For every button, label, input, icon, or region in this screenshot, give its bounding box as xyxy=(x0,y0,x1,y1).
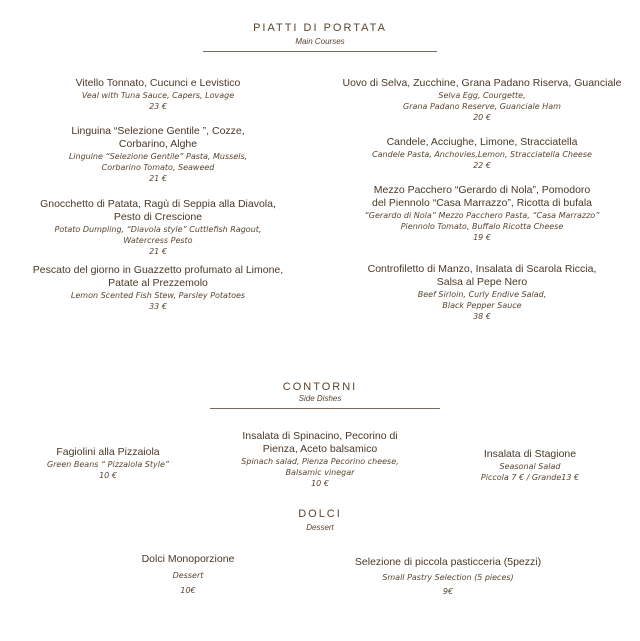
dish-gnocchetto: Gnocchetto di Patata, Ragù di Seppia alla Diavola, Pesto di Crescione Potato Dumpling, “Diavola style” Cuttlefish Ragout, Watercress Pesto 21 € xyxy=(8,198,308,257)
side-fagiolini: Fagiolini alla Pizzaiola Green Beans “ Pizzaiola Style” 10 € xyxy=(18,446,198,481)
dish-price: 10 € xyxy=(311,479,329,488)
main-courses-subtitle: Main Courses xyxy=(295,37,345,46)
dish-price: 10 € xyxy=(99,471,117,480)
dish-price: 23 € xyxy=(149,102,167,111)
dish-price: 21 € xyxy=(149,174,167,183)
dish-price: 19 € xyxy=(473,233,491,242)
dish-vitello-tonnato: Vitello Tonnato, Cucunci e Levistico Veal with Tuna Sauce, Capers, Lovage 23 € xyxy=(8,77,308,112)
side-dishes-divider xyxy=(210,408,440,409)
side-insalata-spinacino: Insalata di Spinacino, Pecorino di Pienza, Aceto balsamico Spinach salad, Pienza Pecorino cheese, Balsamic vinegar 10 € xyxy=(215,430,425,489)
dish-controfiletto: Controfiletto di Manzo, Insalata di Scarola Riccia, Salsa al Pepe Nero Beef Sirloin, Curly Endive Salad, Black Pepper Sauce 38 € xyxy=(327,263,637,322)
dish-mezzo-pacchero: Mezzo Pacchero “Gerardo di Nola”, Pomodoro del Piennolo “Casa Marrazzo”, Ricotta di bufala “Gerardo di Nola” Mezzo Pacchero Pasta, “Casa Marrazzo” Piennolo Tomato, Buffalo Ricotta Cheese 19 € xyxy=(327,184,637,243)
main-courses-title: PIATTI DI PORTATA xyxy=(253,22,387,34)
dish-price: 10€ xyxy=(180,586,196,595)
side-insalata-stagione: Insalata di Stagione Seasonal Salad Piccola 7 € / Grande13 € xyxy=(445,448,615,483)
dish-pescato: Pescato del giorno in Guazzetto profumato al Limone, Patate al Prezzemolo Lemon Scented Fish Stew, Parsley Potatoes 33 € xyxy=(8,264,308,312)
dessert-dolci-monoporzione: Dolci Monoporzione Dessert 10€ xyxy=(98,553,278,596)
dish-price: Piccola 7 € / Grande13 € xyxy=(480,473,580,482)
dish-candele: Candele, Acciughe, Limone, Stracciatella Candele Pasta, Anchovies,Lemon, Stracciatella Cheese 22 € xyxy=(327,136,637,171)
side-dishes-subtitle: Side Dishes xyxy=(298,394,342,403)
dish-linguina: Linguina “Selezione Gentile ”, Cozze, Corbarino, Alghe Linguine “Selezione Gentile” Pasta, Mussels, Corbarino Tomato, Seaweed 21 € xyxy=(8,125,308,184)
dessert-pasticceria: Selezione di piccola pasticceria (5pezzi) Small Pastry Selection (5 pieces) 9€ xyxy=(318,556,578,597)
main-courses-divider xyxy=(203,51,437,52)
desserts-title: DOLCI xyxy=(298,508,342,520)
dish-price: 9€ xyxy=(442,587,454,596)
side-dishes-title: CONTORNI xyxy=(282,381,358,393)
desserts-subtitle: Dessert xyxy=(306,523,334,532)
dish-price: 38 € xyxy=(473,312,491,321)
dish-price: 33 € xyxy=(149,302,167,311)
dish-price: 20 € xyxy=(473,113,491,122)
dish-price: 22 € xyxy=(473,161,491,170)
dish-uovo-di-selva: Uovo di Selva, Zucchine, Grana Padano Riserva, Guanciale Selva Egg, Courgette, Grana Padano Reserve, Guanciale Ham 20 € xyxy=(327,77,637,123)
dish-price: 21 € xyxy=(149,247,167,256)
